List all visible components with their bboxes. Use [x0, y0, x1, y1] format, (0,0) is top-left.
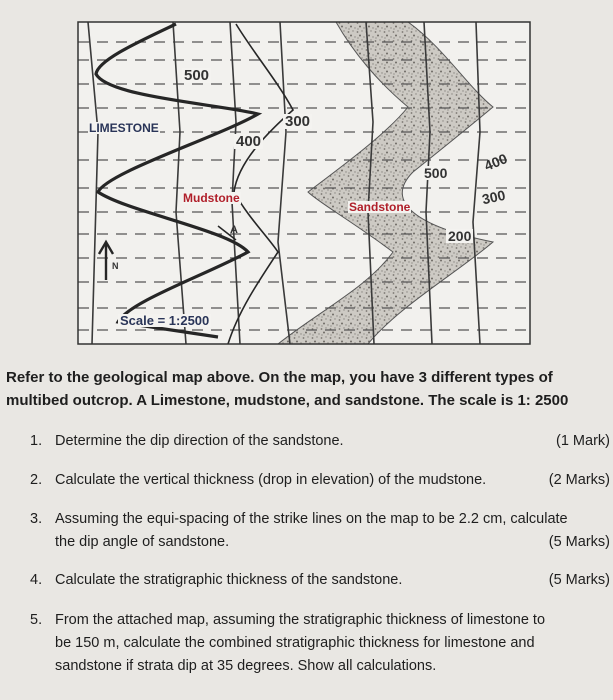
question-text: Assuming the equi-spacing of the strike lines on the map to be 2.2 cm, calculate	[55, 511, 568, 527]
geological-map	[68, 12, 538, 352]
sandstone-label: Sandstone	[349, 200, 411, 214]
question-text: From the attached map, assuming the stratigraphic thickness of limestone to	[55, 612, 546, 628]
intro-paragraph: Refer to the geological map above. On the map, you have 3 different types of multibed outcrop. A Limestone, mudstone, and sandstone. The scale is 1: 2500	[6, 369, 569, 409]
question-number: 5.	[30, 612, 43, 628]
contour-label-200: 200	[448, 228, 472, 244]
question-text: Calculate the vertical thickness (drop in elevation) of the mudstone.	[55, 472, 487, 488]
question-text: Calculate the stratigraphic thickness of the sandstone.	[55, 572, 403, 588]
question-marks: (2 Marks)	[548, 472, 610, 488]
contour-label-400-left: 400	[236, 133, 262, 150]
scale-label: Scale = 1:2500	[120, 313, 210, 328]
mudstone-label: Mudstone	[183, 191, 240, 205]
question-5	[6, 609, 610, 674]
contour-label-300-right: 300	[480, 186, 507, 208]
north-label: N	[112, 261, 119, 271]
question-number: 4.	[30, 572, 43, 588]
question-4	[6, 569, 610, 592]
contour-label-500-right: 500	[424, 165, 448, 181]
question-number: 2.	[30, 472, 43, 488]
question-marks: (1 Mark)	[556, 433, 610, 449]
question-marks: (5 Marks)	[548, 534, 610, 550]
assignment-text	[6, 366, 610, 674]
question-text: sandstone if strata dip at 35 degrees. Show all calculations.	[55, 658, 437, 674]
question-3	[6, 508, 610, 550]
contour-label-300-left: 300	[285, 113, 311, 130]
question-2	[6, 469, 610, 492]
geological-map-drawing	[68, 12, 538, 352]
question-text: Determine the dip direction of the sandstone.	[55, 433, 344, 449]
question-1	[6, 430, 610, 453]
limestone-label: LIMESTONE	[89, 121, 159, 135]
question-number: 1.	[30, 433, 43, 449]
question-number: 3.	[30, 511, 43, 527]
point-a-label: A	[230, 224, 238, 236]
map-background	[78, 22, 530, 344]
contour-label-500-left: 500	[184, 67, 210, 84]
question-marks: (5 Marks)	[548, 572, 610, 588]
question-text: the dip angle of sandstone.	[55, 534, 230, 550]
contour-label-400-right: 400	[481, 150, 510, 174]
question-text: be 150 m, calculate the combined stratigraphic thickness for limestone and	[55, 635, 535, 651]
